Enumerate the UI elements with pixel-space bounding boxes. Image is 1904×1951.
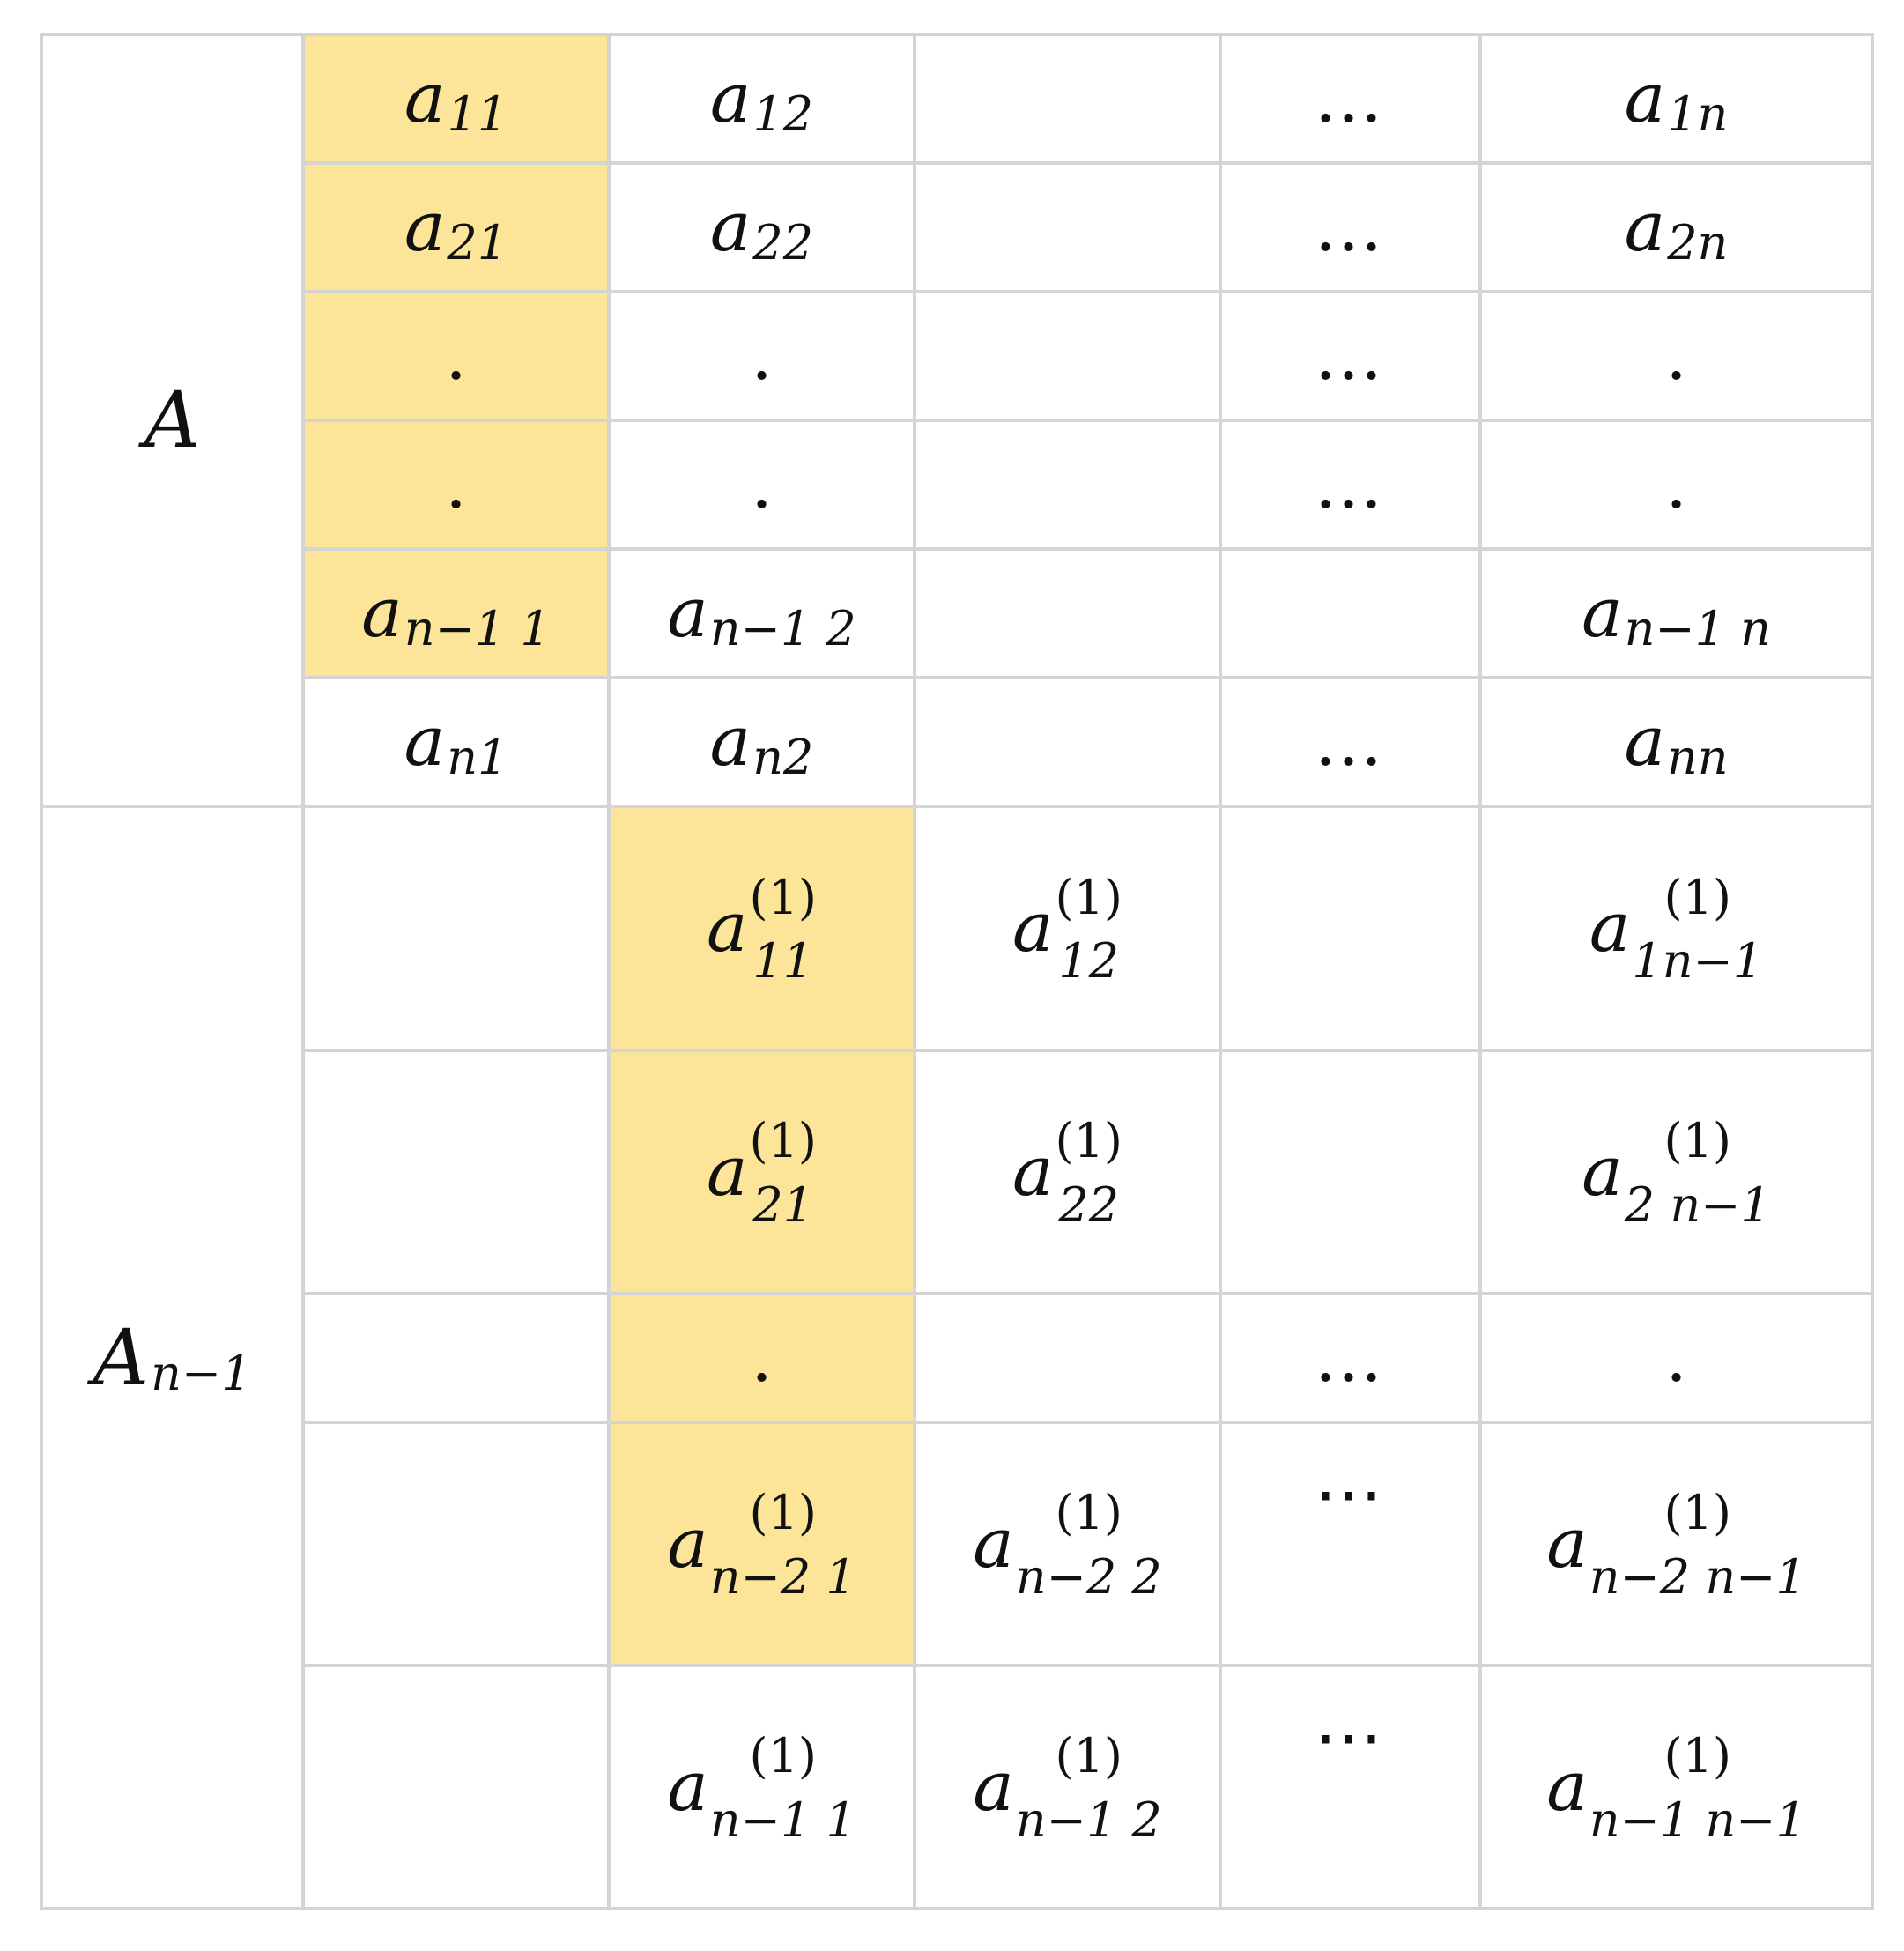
- math-base: a: [1624, 188, 1666, 268]
- math-subscript: 11: [447, 86, 508, 143]
- cell-a2n: [1480, 163, 1872, 292]
- cell-a1-n-2-1: [609, 1422, 915, 1665]
- cell-empty: [915, 1294, 1220, 1422]
- math-subscript: 1n−1: [1632, 933, 1764, 990]
- math-base: a: [667, 1747, 708, 1827]
- cell-an2: [609, 678, 915, 806]
- math-base: a: [709, 59, 752, 139]
- cell-ellipsis: …: [1220, 34, 1480, 163]
- math-base: a: [1546, 1503, 1588, 1584]
- math-base: a: [706, 1131, 748, 1212]
- math-base: a: [667, 1503, 708, 1584]
- cell-a1-1n-1: [1480, 806, 1872, 1050]
- math-base: a: [973, 1503, 1014, 1584]
- cell-a12: [609, 34, 915, 163]
- math-subscript: n−1 2: [709, 601, 856, 657]
- cell-ellipsis: …: [1220, 420, 1480, 549]
- math-subscript: n−1 1: [709, 1792, 856, 1848]
- cell-a1-21: [609, 1050, 915, 1294]
- math-base: a: [709, 702, 752, 783]
- cell-an-1-2: [609, 549, 915, 678]
- math-subscript: n−2 1: [709, 1548, 856, 1605]
- cell-a11: [303, 34, 609, 163]
- cell-dot: .: [1480, 292, 1872, 420]
- cell-ellipsis: …: [1220, 678, 1480, 806]
- math-superscript: (1): [1055, 869, 1122, 925]
- cell-a1n: [1480, 34, 1872, 163]
- math-base: a: [404, 188, 446, 268]
- cell-empty: [915, 549, 1220, 678]
- math-subscript: 22: [752, 215, 814, 271]
- cell-ellipsis: ⋯: [1220, 1665, 1480, 1909]
- cell-a1-12: [915, 806, 1220, 1050]
- cell-a1-n-1-n-1: [1480, 1665, 1872, 1909]
- cell-empty: [303, 1422, 609, 1665]
- math-subscript: 22: [1058, 1176, 1120, 1233]
- math-base: a: [1546, 1747, 1588, 1827]
- cell-empty: [1220, 806, 1480, 1050]
- cell-empty: [915, 420, 1220, 549]
- cell-a21: [303, 163, 609, 292]
- math-subscript: 1n: [1667, 86, 1729, 143]
- math-superscript: (1): [1663, 1728, 1731, 1784]
- math-subscript: nn: [1666, 730, 1729, 786]
- cell-empty: [915, 292, 1220, 420]
- cell-a1-n-1-2: [915, 1665, 1220, 1909]
- math-subscript: 11: [752, 933, 814, 990]
- cell-an1: [303, 678, 609, 806]
- cell-dot: .: [609, 420, 915, 549]
- math-base: a: [667, 574, 708, 654]
- cell-dot: .: [609, 1294, 915, 1422]
- math-superscript: (1): [749, 1485, 817, 1541]
- cell-an-1-1: [303, 549, 609, 678]
- math-subscript: 21: [447, 215, 508, 271]
- math-base: a: [709, 188, 752, 268]
- cell-ann: [1480, 678, 1872, 806]
- math-base: a: [1624, 702, 1665, 783]
- cell-ellipsis: ⋯: [1220, 1422, 1480, 1665]
- math-base: a: [973, 1747, 1014, 1827]
- math-base: a: [1582, 1131, 1623, 1212]
- math-base: a: [1624, 59, 1666, 139]
- cell-empty: [303, 1050, 609, 1294]
- cell-ellipsis: …: [1220, 163, 1480, 292]
- math-base: a: [404, 59, 446, 139]
- cell-a22: [609, 163, 915, 292]
- gaussian-elimination-matrix-diagram: [40, 33, 1874, 1910]
- cell-a1-n-2-n-1: [1480, 1422, 1872, 1665]
- math-superscript: (1): [749, 1112, 817, 1168]
- cell-a1-n-2-2: [915, 1422, 1220, 1665]
- math-subscript: n2: [752, 730, 814, 786]
- cell-empty: [1220, 1050, 1480, 1294]
- math-superscript: (1): [1055, 1728, 1122, 1784]
- math-subscript: n1: [447, 730, 508, 786]
- cell-empty: [1220, 549, 1480, 678]
- math-subscript: 12: [1058, 933, 1120, 990]
- cell-dot: .: [303, 420, 609, 549]
- math-superscript: (1): [1055, 1485, 1122, 1541]
- cell-dot: .: [1480, 420, 1872, 549]
- math-superscript: (1): [1663, 1485, 1731, 1541]
- cell-ellipsis: …: [1220, 292, 1480, 420]
- math-base: a: [1011, 1131, 1054, 1212]
- math-subscript: n−1 2: [1015, 1792, 1162, 1848]
- math-subscript: n−2 2: [1015, 1548, 1162, 1605]
- math-subscript: 21: [752, 1176, 814, 1233]
- cell-dot: .: [1480, 1294, 1872, 1422]
- math-base: a: [404, 702, 446, 783]
- cell-an-1-n: [1480, 549, 1872, 678]
- math-superscript: (1): [1055, 1112, 1122, 1168]
- matrix-A-label: A: [41, 34, 303, 806]
- math-subscript: 12: [752, 86, 814, 143]
- math-base: a: [361, 574, 403, 654]
- math-subscript: n−1 1: [404, 601, 551, 657]
- math-subscript: 2 n−1: [1624, 1176, 1771, 1233]
- math-subscript: 2n: [1667, 215, 1729, 271]
- cell-ellipsis: …: [1220, 1294, 1480, 1422]
- math-superscript: (1): [1663, 869, 1731, 925]
- math-base: a: [1589, 888, 1631, 968]
- math-subscript: n−1 n: [1624, 601, 1771, 657]
- cell-empty: [303, 806, 609, 1050]
- cell-empty: [915, 678, 1220, 806]
- cell-dot: .: [303, 292, 609, 420]
- cell-a1-22: [915, 1050, 1220, 1294]
- cell-a1-2n-1: [1480, 1050, 1872, 1294]
- cell-dot: .: [609, 292, 915, 420]
- math-superscript: (1): [749, 1728, 817, 1784]
- math-base: a: [1582, 574, 1623, 654]
- math-subscript: n−1 n−1: [1589, 1792, 1806, 1848]
- cell-empty: [303, 1294, 609, 1422]
- math-base: a: [706, 888, 748, 968]
- math-superscript: (1): [749, 869, 817, 925]
- math-base: a: [1011, 888, 1054, 968]
- cell-empty: [915, 34, 1220, 163]
- cell-empty: [303, 1665, 609, 1909]
- cell-empty: [915, 163, 1220, 292]
- cell-a1-n-1-1: [609, 1665, 915, 1909]
- matrix-An-1-label: A n−1: [41, 806, 303, 1909]
- cell-a1-11: [609, 806, 915, 1050]
- math-superscript: (1): [1663, 1112, 1731, 1168]
- math-subscript: n−2 n−1: [1589, 1548, 1806, 1605]
